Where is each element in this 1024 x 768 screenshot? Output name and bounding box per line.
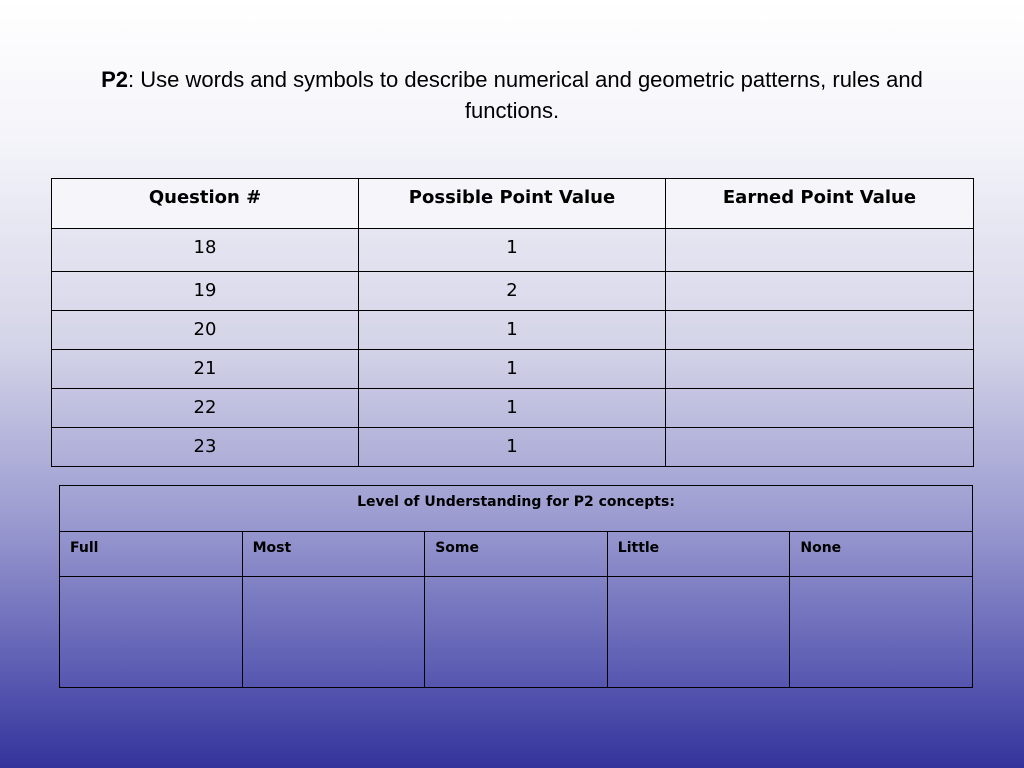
question-number-cell: 23 xyxy=(52,428,359,467)
level-none-entry[interactable] xyxy=(790,577,973,688)
table-row xyxy=(52,428,974,467)
level-full-label: Full xyxy=(60,532,243,577)
level-entry-row xyxy=(60,577,973,688)
possible-point-cell: 1 xyxy=(359,311,666,350)
table-row xyxy=(52,229,974,272)
level-most-entry[interactable] xyxy=(242,577,425,688)
table-row xyxy=(52,311,974,350)
possible-point-cell: 1 xyxy=(359,350,666,389)
understanding-header: Level of Understanding for P2 concepts: xyxy=(60,486,973,532)
possible-point-cell: 1 xyxy=(359,229,666,272)
understanding-table xyxy=(59,485,973,688)
level-most-label: Most xyxy=(242,532,425,577)
question-number-cell: 21 xyxy=(52,350,359,389)
table-row xyxy=(52,350,974,389)
question-number-cell: 19 xyxy=(52,272,359,311)
header-question-number: Question # xyxy=(52,179,359,229)
table-header-row xyxy=(52,179,974,229)
question-number-cell: 20 xyxy=(52,311,359,350)
title-text: : Use words and symbols to describe numerical and geometric patterns, rules and functions. xyxy=(128,67,923,123)
level-full-entry[interactable] xyxy=(60,577,243,688)
level-none-label: None xyxy=(790,532,973,577)
header-earned-point-value: Earned Point Value xyxy=(666,179,974,229)
level-little-label: Little xyxy=(607,532,790,577)
possible-point-cell: 1 xyxy=(359,428,666,467)
table-row xyxy=(52,272,974,311)
earned-point-cell[interactable] xyxy=(666,272,974,311)
points-table xyxy=(51,178,974,467)
possible-point-cell: 2 xyxy=(359,272,666,311)
level-some-entry[interactable] xyxy=(425,577,608,688)
understanding-header-row xyxy=(60,486,973,532)
title-prefix: P2 xyxy=(101,67,129,92)
earned-point-cell[interactable] xyxy=(666,389,974,428)
earned-point-cell[interactable] xyxy=(666,428,974,467)
possible-point-cell: 1 xyxy=(359,389,666,428)
question-number-cell: 22 xyxy=(52,389,359,428)
header-possible-point-value: Possible Point Value xyxy=(359,179,666,229)
level-some-label: Some xyxy=(425,532,608,577)
level-labels-row xyxy=(60,532,973,577)
level-little-entry[interactable] xyxy=(607,577,790,688)
question-number-cell: 18 xyxy=(52,229,359,272)
slide-title xyxy=(60,64,964,126)
earned-point-cell[interactable] xyxy=(666,311,974,350)
table-row xyxy=(52,389,974,428)
earned-point-cell[interactable] xyxy=(666,229,974,272)
earned-point-cell[interactable] xyxy=(666,350,974,389)
